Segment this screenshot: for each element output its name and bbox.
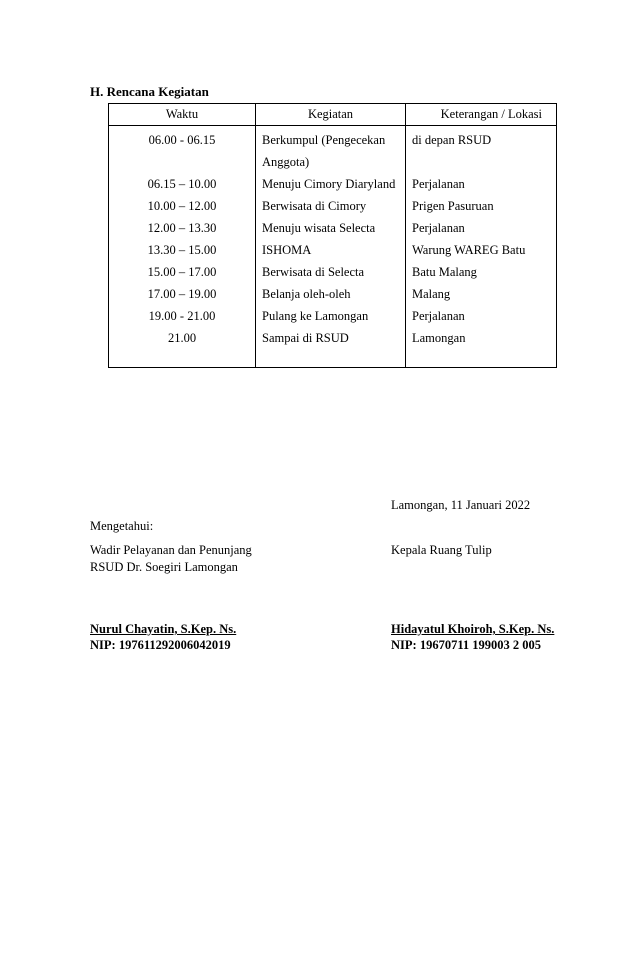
row-location: Perjalanan — [406, 217, 557, 239]
row-time: 10.00 – 12.00 — [109, 195, 256, 217]
row-location: Perjalanan — [406, 173, 557, 195]
row-time: 12.00 – 13.30 — [109, 217, 256, 239]
header-kegiatan: Kegiatan — [256, 104, 406, 126]
left-signer-role-line1: Wadir Pelayanan dan Penunjang — [90, 543, 252, 557]
right-signer-name: Hidayatul Khoiroh, S.Kep. Ns. — [391, 622, 555, 636]
empty-cell — [406, 349, 557, 368]
row-time: 15.00 – 17.00 — [109, 261, 256, 283]
row-location: Warung WAREG Batu — [406, 239, 557, 261]
left-signer-nip: NIP: 197611292006042019 — [90, 638, 231, 652]
section-title: H. Rencana Kegiatan — [90, 84, 209, 99]
table-spacer-row — [109, 349, 557, 368]
row-time: 21.00 — [109, 327, 256, 349]
right-signer-nip: NIP: 19670711 199003 2 005 — [391, 638, 541, 652]
row-location: Batu Malang — [406, 261, 557, 283]
row-location: di depan RSUD — [406, 126, 557, 174]
table-header-row — [109, 104, 557, 126]
table-row — [109, 217, 557, 239]
place-date: Lamongan, 11 Januari 2022 — [391, 498, 531, 512]
row-location: Malang — [406, 283, 557, 305]
table-row — [109, 195, 557, 217]
table-row — [109, 283, 557, 305]
row-time: 17.00 – 19.00 — [109, 283, 256, 305]
right-signer-role: Kepala Ruang Tulip — [391, 543, 492, 557]
row-activity: Sampai di RSUD — [256, 327, 406, 349]
row-time: 13.30 – 15.00 — [109, 239, 256, 261]
row-activity: Berwisata di Selecta — [256, 261, 406, 283]
row-location: Perjalanan — [406, 305, 557, 327]
left-signer-role-line2: RSUD Dr. Soegiri Lamongan — [90, 560, 238, 574]
row-time: 06.00 - 06.15 — [109, 126, 256, 174]
row-activity: Pulang ke Lamongan — [256, 305, 406, 327]
row-time: 06.15 – 10.00 — [109, 173, 256, 195]
table-row — [109, 126, 557, 174]
row-activity: ISHOMA — [256, 239, 406, 261]
empty-cell — [109, 349, 256, 368]
left-signer-name: Nurul Chayatin, S.Kep. Ns. — [90, 622, 237, 636]
header-keterangan: Keterangan / Lokasi — [406, 104, 557, 126]
row-activity: Menuju wisata Selecta — [256, 217, 406, 239]
row-activity: Menuju Cimory Diaryland — [256, 173, 406, 195]
acknowledged-label: Mengetahui: — [90, 519, 154, 533]
row-activity: Berkumpul (Pengecekan Anggota) — [256, 126, 406, 174]
table-row — [109, 173, 557, 195]
table-row — [109, 239, 557, 261]
empty-cell — [256, 349, 406, 368]
row-activity: Belanja oleh-oleh — [256, 283, 406, 305]
activity-schedule-table — [108, 103, 557, 368]
row-time: 19.00 - 21.00 — [109, 305, 256, 327]
table-row — [109, 305, 557, 327]
row-activity: Berwisata di Cimory — [256, 195, 406, 217]
row-location: Prigen Pasuruan — [406, 195, 557, 217]
table-row — [109, 327, 557, 349]
row-location: Lamongan — [406, 327, 557, 349]
header-waktu: Waktu — [109, 104, 256, 126]
table-row — [109, 261, 557, 283]
